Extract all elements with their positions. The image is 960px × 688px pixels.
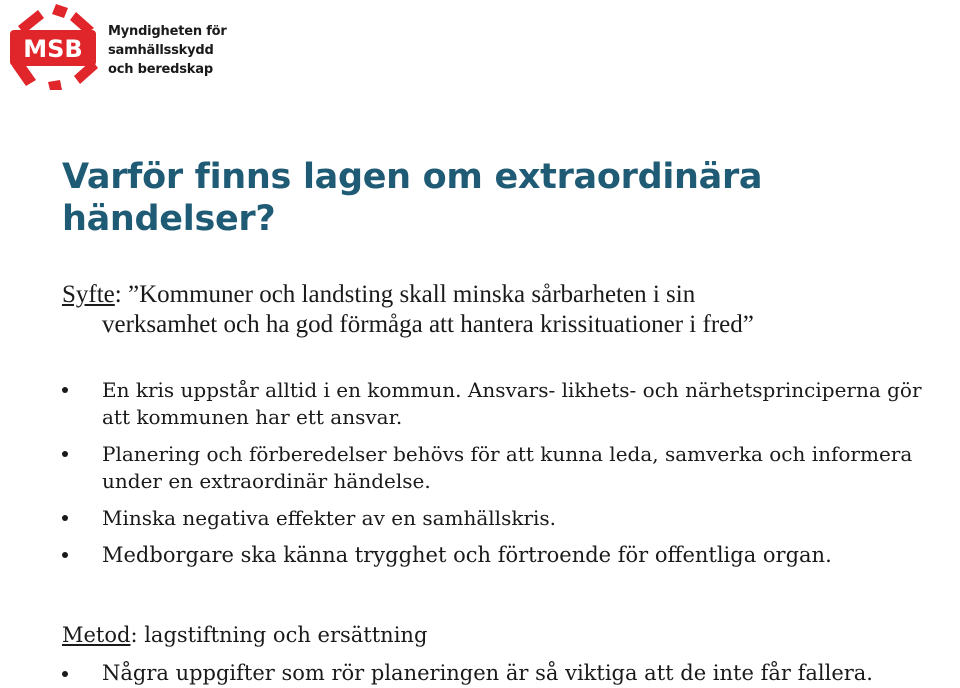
method-list: [62, 658, 952, 688]
page-title: [62, 156, 922, 240]
msb-logo-icon: [8, 4, 100, 90]
list-item: [62, 377, 952, 431]
list-item: [62, 441, 952, 495]
list-item: [62, 658, 952, 688]
bullet-icon: [62, 671, 68, 677]
list-item-text: En kris uppstår alltid i en kommun. Ansvars- likhets- och närhetsprinciperna gör att kommunen har ett ansvar.: [102, 378, 922, 429]
bullet-icon: [62, 515, 68, 521]
method-label: Metod: [62, 623, 131, 647]
bullet-icon: [62, 552, 68, 558]
msb-logo: [8, 4, 227, 90]
title-line-1: Varför finns lagen om extraordinära: [62, 157, 763, 197]
list-item-text: Planering och förberedelser behövs för att kunna leda, samverka och informera under en extraordinär händelse.: [102, 442, 913, 493]
list-item-text: Några uppgifter som rör planeringen är så viktiga att de inte får fallera.: [102, 661, 873, 685]
purpose-statement: [62, 280, 922, 340]
list-item: [62, 542, 952, 569]
purpose-sep: :: [114, 281, 128, 308]
bullet-icon: [62, 451, 68, 457]
logo-line: och beredskap: [108, 62, 213, 77]
purpose-quote-line-1: ”Kommuner och landsting skall minska sårbarheten i sin: [127, 281, 696, 308]
purpose-quote-line-2: verksamhet och ha god förmåga att hantera krissituationer i fred”: [102, 311, 754, 338]
title-line-2: händelser?: [62, 199, 276, 239]
method-section: [62, 620, 952, 688]
method-text: : lagstiftning och ersättning: [130, 623, 428, 647]
list-item-text: Medborgare ska känna trygghet och förtroende för offentliga organ.: [102, 543, 832, 567]
reasons-list: [62, 377, 952, 579]
logo-line: samhällsskydd: [108, 43, 214, 58]
logo-line: Myndigheten för: [108, 24, 227, 39]
purpose-label: Syfte: [62, 281, 115, 308]
list-item: [62, 505, 952, 532]
bullet-icon: [62, 387, 68, 393]
list-item-text: Minska negativa effekter av en samhällskris.: [102, 506, 557, 530]
logo-mark-text: MSB: [23, 35, 83, 63]
logo-wordmark: [108, 22, 227, 79]
